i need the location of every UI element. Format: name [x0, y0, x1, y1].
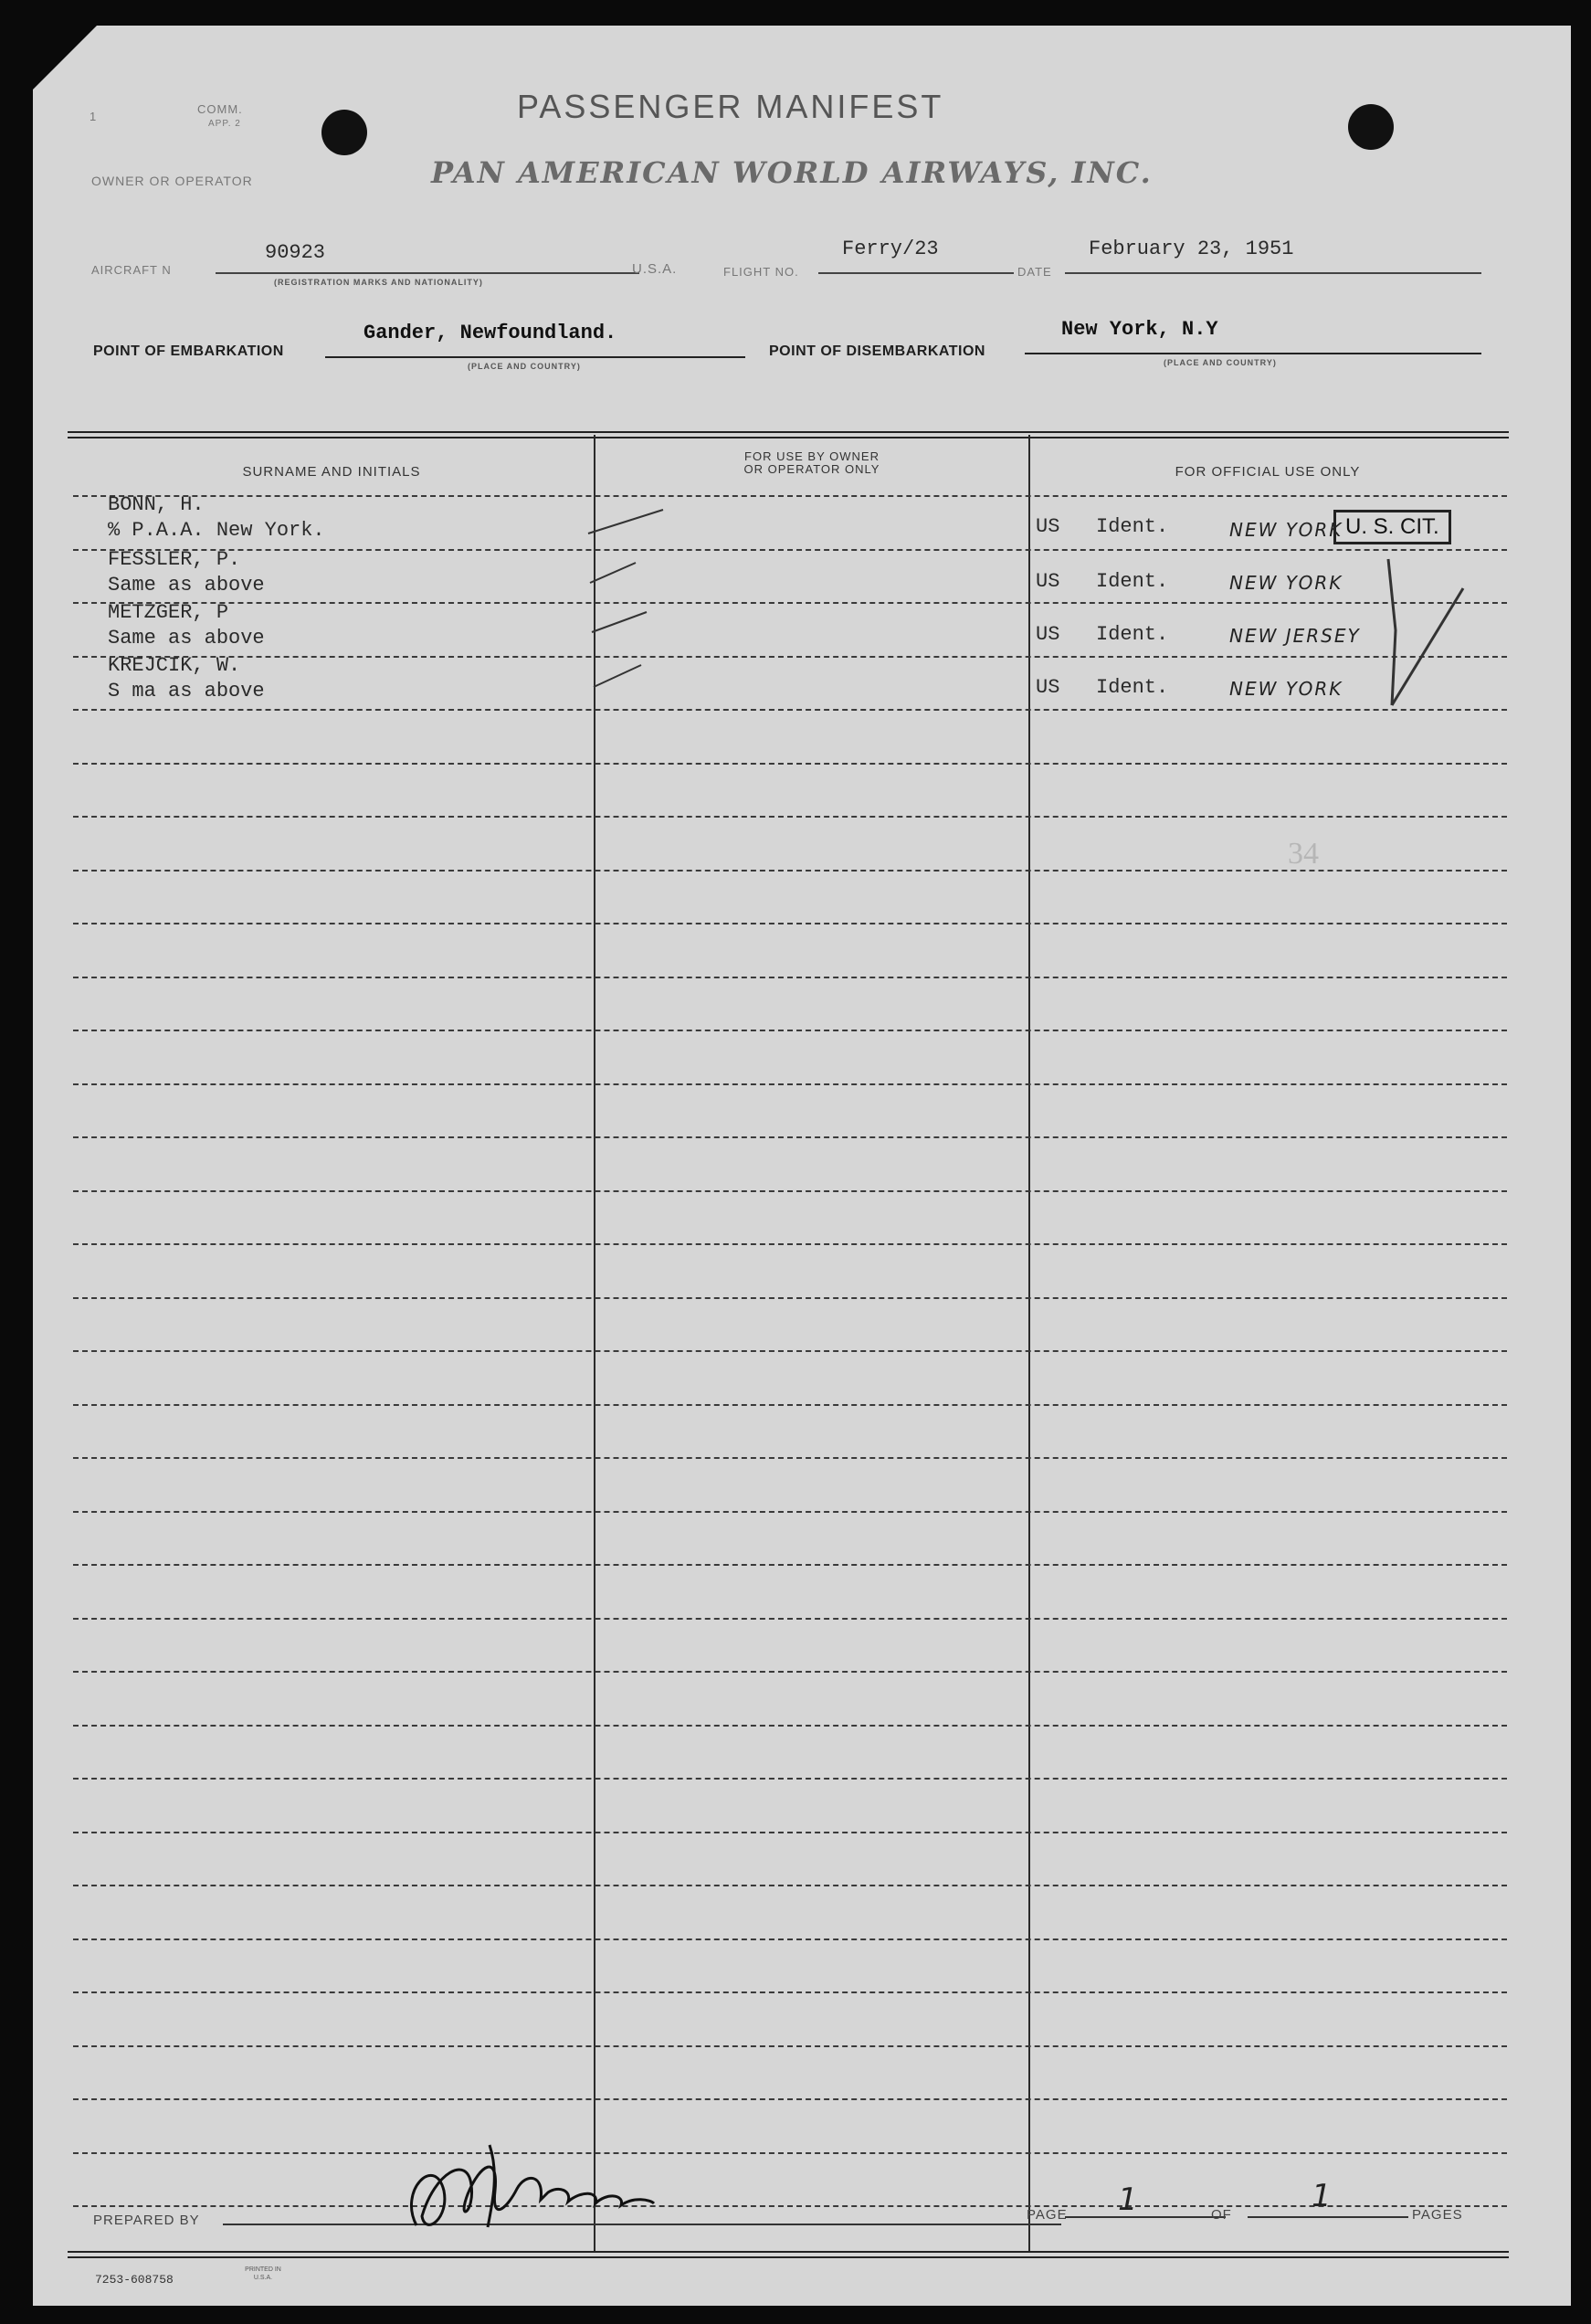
table-bottom-border — [68, 2251, 1509, 2258]
flight-label: FLIGHT NO. — [723, 265, 799, 279]
passenger-state: NEW YORK — [1229, 572, 1343, 594]
preparer-signature — [380, 2136, 672, 2245]
embarkation-label: POINT OF EMBARKATION — [93, 343, 284, 359]
corner-app: APP. 2 — [208, 119, 241, 129]
aircraft-number: 90923 — [265, 241, 326, 264]
passenger-state: NEW JERSEY — [1229, 625, 1361, 647]
registration-note: (REGISTRATION MARKS AND NATIONALITY) — [274, 278, 483, 287]
passenger-name: KREJCIK, W. — [108, 654, 241, 677]
surname-column-header: SURNAME AND INITIALS — [242, 464, 421, 480]
passenger-ident: Ident. — [1096, 515, 1169, 538]
disembarkation-label: POINT OF DISEMBARKATION — [769, 343, 985, 359]
total-pages: 1 — [1312, 2178, 1333, 2214]
passenger-address: % P.A.A. New York. — [108, 519, 325, 542]
citizen-stamp: U. S. CIT. — [1333, 510, 1451, 544]
flight-number: Ferry/23 — [842, 238, 939, 260]
aircraft-label: AIRCRAFT N — [91, 263, 172, 277]
flight-date: February 23, 1951 — [1089, 238, 1294, 260]
page-label: PAGE — [1027, 2207, 1068, 2223]
page-number: 1 — [1118, 2181, 1140, 2218]
faint-number: 34 — [1288, 837, 1319, 871]
form-number: 7253-608758 — [95, 2273, 174, 2287]
passenger-name: FESSLER, P. — [108, 548, 241, 571]
passenger-state: NEW YORK — [1229, 519, 1343, 541]
checkmark-strokes — [33, 26, 1571, 2306]
manifest-page — [33, 26, 1571, 2306]
owner-use-header-2: OR OPERATOR ONLY — [743, 462, 880, 476]
passenger-nationality: US — [1036, 623, 1060, 646]
embarkation-place-note: (PLACE AND COUNTRY) — [468, 362, 581, 371]
date-label: DATE — [1017, 265, 1052, 279]
corner-code: 1 — [90, 110, 98, 123]
passenger-ident: Ident. — [1096, 623, 1169, 646]
passenger-ident: Ident. — [1096, 676, 1169, 699]
operator-name: PAN AMERICAN WORLD AIRWAYS, INC. — [431, 155, 1153, 190]
passenger-name: METZGER, P — [108, 601, 229, 624]
usa-label: U.S.A. — [632, 261, 678, 277]
passenger-nationality: US — [1036, 676, 1060, 699]
passenger-nationality: US — [1036, 515, 1060, 538]
disembarkation-place-note: (PLACE AND COUNTRY) — [1164, 358, 1277, 367]
passenger-address: Same as above — [108, 627, 265, 650]
corner-comm: COMM. — [197, 102, 243, 116]
passenger-nationality: US — [1036, 570, 1060, 593]
page-title: PASSENGER MANIFEST — [517, 88, 944, 125]
printed-note: PRINTED IN U.S.A. — [245, 2266, 281, 2281]
prepared-by-label: PREPARED BY — [93, 2213, 200, 2228]
embarkation-place: Gander, Newfoundland. — [364, 322, 617, 344]
of-label: OF — [1211, 2207, 1232, 2223]
passenger-ident: Ident. — [1096, 570, 1169, 593]
passenger-address: Same as above — [108, 574, 265, 597]
passenger-name: BONN, H. — [108, 493, 205, 516]
owner-operator-label: OWNER OR OPERATOR — [91, 174, 253, 188]
disembarkation-place: New York, N.Y — [1061, 318, 1218, 341]
passenger-state: NEW YORK — [1229, 678, 1343, 700]
official-column-header: FOR OFFICIAL USE ONLY — [1175, 464, 1361, 480]
owner-use-header-1: FOR USE BY OWNER — [744, 449, 880, 463]
passenger-address: S ma as above — [108, 680, 265, 702]
pages-label: PAGES — [1412, 2207, 1463, 2223]
